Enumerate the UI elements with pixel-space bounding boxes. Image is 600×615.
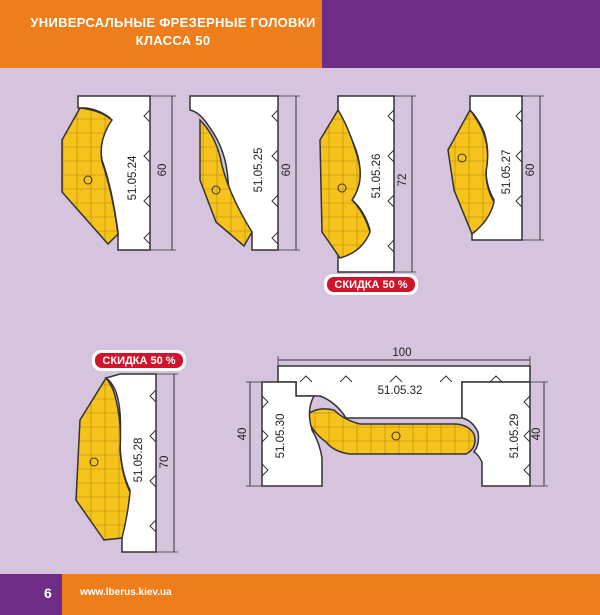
cutter-set-dimension-100: 100 — [392, 347, 412, 359]
cutter-51-05-25 — [190, 96, 300, 250]
discount-badge-1-text: СКИДКА 50 % — [334, 279, 408, 291]
cutter-51-05-29-code: 51.05.29 — [509, 413, 521, 459]
cutter-51-05-28-code: 51.05.28 — [133, 437, 145, 483]
cutter-51-05-25-code: 51.05.25 — [253, 147, 265, 193]
cutter-51-05-24-code: 51.05.24 — [127, 155, 139, 201]
discount-badge-2-text: СКИДКА 50 % — [102, 355, 176, 367]
discount-badge-2 — [92, 350, 186, 371]
discount-badge-1 — [324, 274, 418, 295]
cutter-51-05-25-dimension: 60 — [281, 163, 293, 177]
cutter-51-05-26-code: 51.05.26 — [371, 153, 383, 199]
cutter-51-05-26 — [320, 96, 416, 272]
cutter-51-05-27-dimension: 60 — [525, 163, 537, 177]
cutter-51-05-30-code: 51.05.30 — [275, 413, 287, 459]
cutter-51-05-30-body — [262, 382, 322, 486]
cutter-51-05-30-dimension: 40 — [237, 427, 249, 441]
cutter-51-05-29-dimension: 40 — [531, 427, 543, 441]
cutter-51-05-28 — [76, 374, 178, 552]
page-title-line-1: УНИВЕРСАЛЬНЫЕ ФРЕЗЕРНЫЕ ГОЛОВКИ — [30, 15, 316, 30]
cutter-51-05-27-code: 51.05.27 — [501, 149, 513, 195]
cutter-51-05-28-dimension: 70 — [159, 455, 171, 469]
cutter-51-05-24 — [62, 96, 176, 250]
website-link[interactable]: www.lberus.kiev.ua — [80, 587, 172, 598]
page-title-line-2: КЛАССА 50 — [135, 33, 211, 48]
page-number: 6 — [44, 585, 52, 601]
cutter-51-05-27 — [448, 96, 544, 240]
cutter-51-05-26-dimension: 72 — [397, 173, 409, 187]
cutter-51-05-24-dimension: 60 — [157, 163, 169, 177]
footer-purple-band — [0, 574, 62, 615]
cutter-set-assembly — [237, 347, 548, 486]
cutter-51-05-32-code: 51.05.32 — [377, 385, 423, 397]
